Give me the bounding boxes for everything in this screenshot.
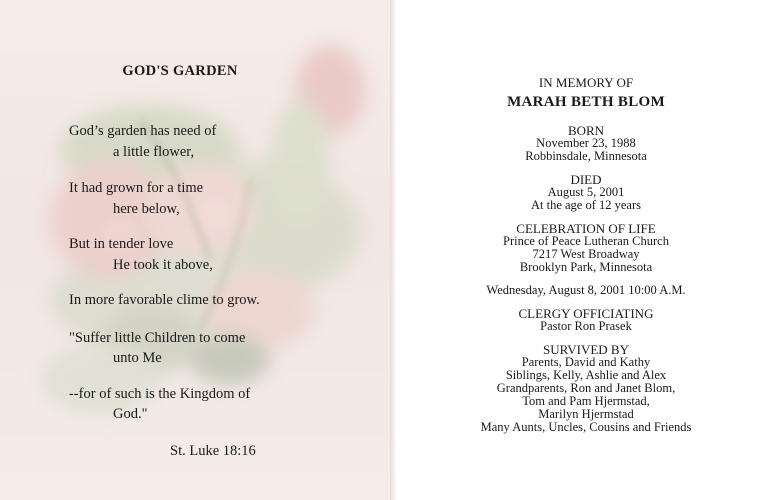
birth-place: Robbinsdale, Minnesota: [525, 149, 647, 163]
age-at-death: At the age of 12 years: [530, 198, 642, 212]
poem-title: GOD'S GARDEN: [122, 63, 238, 79]
poem-citation: St. Luke 18:16: [170, 443, 256, 459]
survivor-line: Marilyn Hjermstad: [538, 407, 634, 421]
survivor-line: Parents, David and Kathy: [521, 355, 651, 369]
poem-line: He took it above,: [113, 257, 213, 273]
poem-line: In more favorable clime to grow.: [69, 292, 260, 308]
celebration-label: CELEBRATION OF LIFE: [516, 221, 656, 236]
poem-line: God’s garden has need of: [69, 123, 217, 139]
survivor-line: Grandparents, Ron and Janet Blom,: [496, 381, 676, 395]
survivor-line: Siblings, Kelly, Ashlie and Alex: [505, 368, 667, 382]
poem-line: It had grown for a time: [69, 180, 204, 196]
clergy-name: Pastor Ron Prasek: [540, 319, 632, 333]
survivor-line: Tom and Pam Hjermstad,: [522, 394, 650, 408]
poem-line: "Suffer little Children to come: [69, 330, 246, 346]
poem-line: --for of such is the Kingdom of: [69, 386, 251, 402]
died-label: DIED: [570, 172, 602, 187]
memorial-heading: IN MEMORY OF: [538, 75, 634, 90]
poem-line: unto Me: [113, 350, 162, 366]
poem-line: God.": [113, 406, 148, 422]
poem-line: here below,: [113, 201, 180, 217]
church-address: 7217 West Broadway: [532, 247, 640, 261]
survivor-line: Many Aunts, Uncles, Cousins and Friends: [480, 420, 692, 434]
poem-line: But in tender love: [69, 236, 174, 252]
birth-date: November 23, 1988: [536, 136, 636, 150]
death-date: August 5, 2001: [547, 185, 625, 199]
born-label: BORN: [567, 123, 605, 138]
clergy-label: CLERGY OFFICIATING: [518, 306, 654, 321]
poem-line: a little flower,: [113, 144, 195, 160]
service-datetime: Wednesday, August 8, 2001 10:00 A.M.: [486, 283, 686, 297]
church-city: Brooklyn Park, Minnesota: [519, 260, 653, 274]
deceased-name: MARAH BETH BLOM: [507, 94, 665, 110]
church-name: Prince of Peace Lutheran Church: [503, 234, 669, 248]
card-fold: [390, 0, 397, 500]
survived-label: SURVIVED BY: [543, 342, 629, 357]
